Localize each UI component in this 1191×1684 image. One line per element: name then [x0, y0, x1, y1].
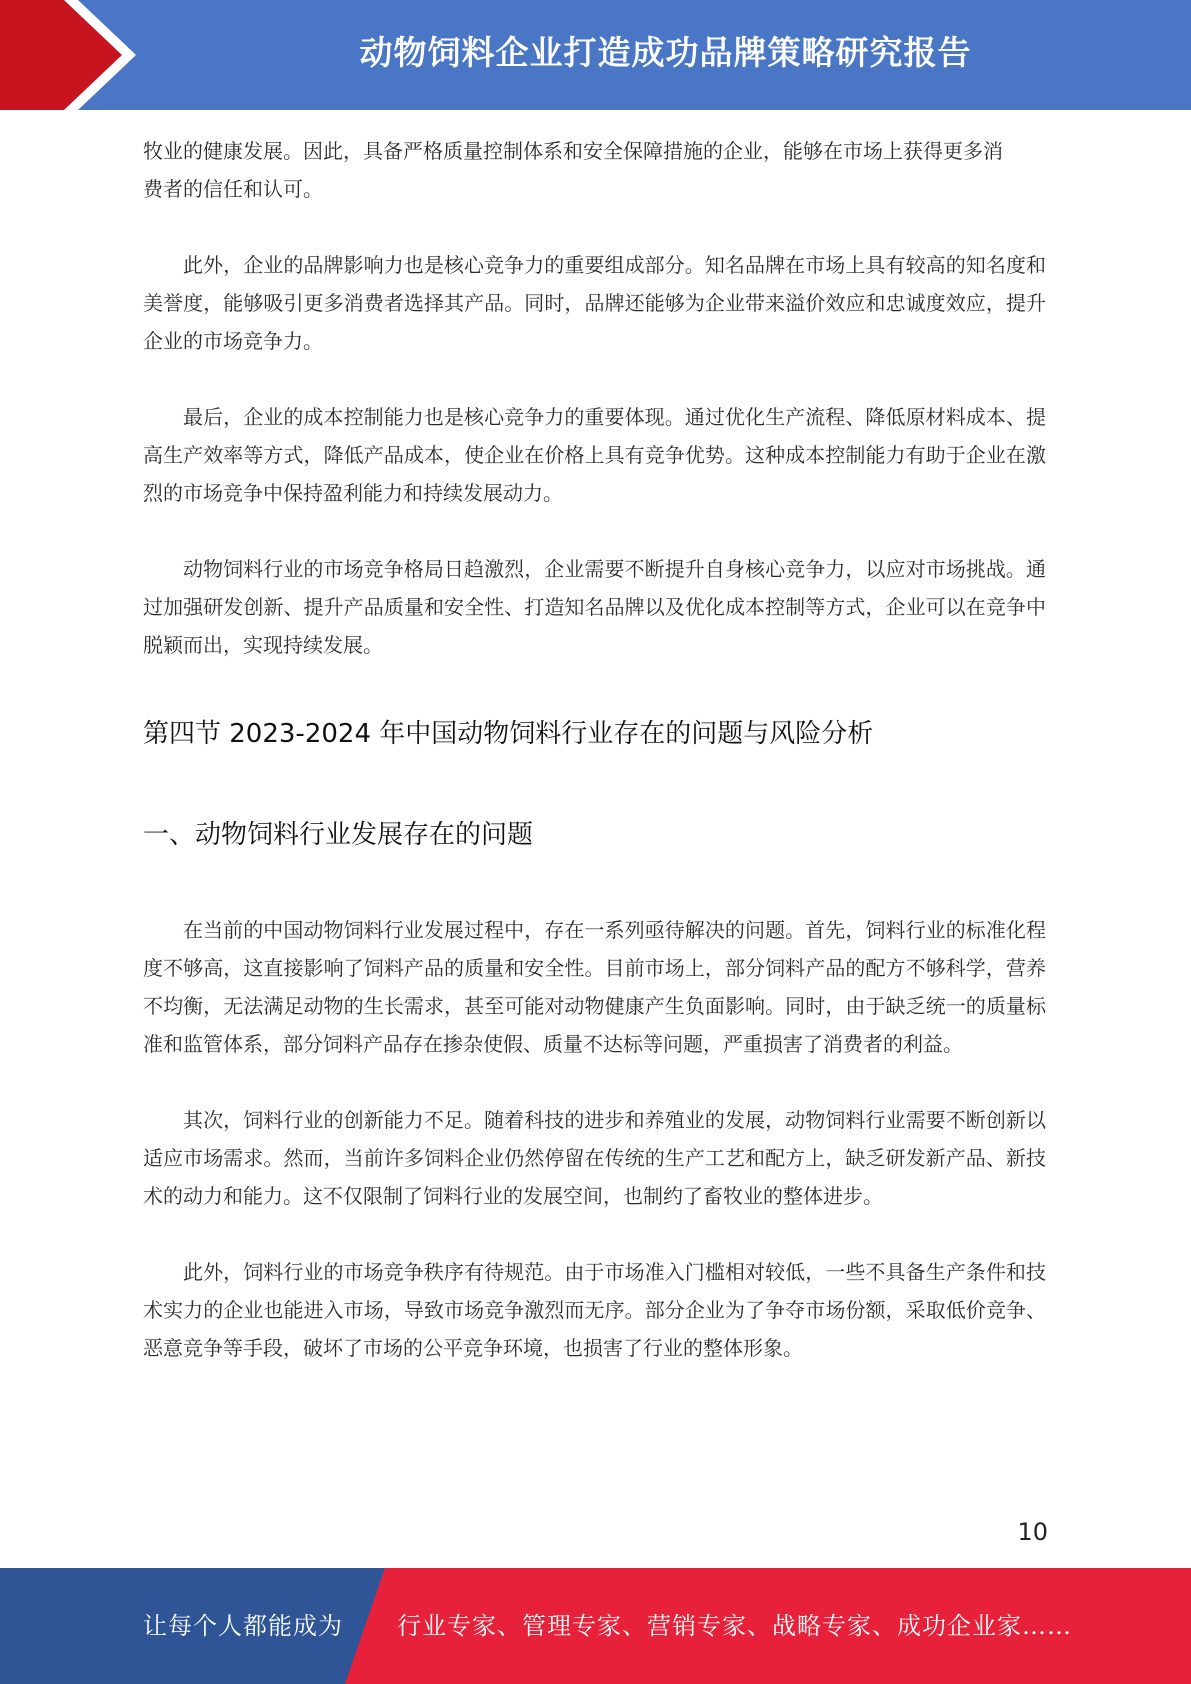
paragraph-line: 费者的信任和认可。: [143, 177, 323, 201]
subsection-heading: 一、动物饲料行业发展存在的问题: [143, 820, 534, 850]
report-header: [0, 0, 1191, 110]
footer-slogan-left: 让每个人都能成为: [143, 1612, 343, 1640]
paragraph-competition: 动物饲料行业的市场竞争格局日趋激烈，企业需要不断提升自身核心竞争力，以应对市场挑战。通过加强研发创新、提升产品质量和安全性、打造知名品牌以及优化成本控制等方式，企业可以在竞争中脱颖而出，实现持续发展。: [143, 557, 1046, 657]
paragraph-market-order: 此外，饲料行业的市场竞争秩序有待规范。由于市场准入门槛相对较低，一些不具备生产条件和技术实力的企业也能进入市场，导致市场竞争激烈而无序。部分企业为了争夺市场份额，采取低价竞争、恶意竞争等手段，破坏了市场的公平竞争环境，也损害了行业的整体形象。: [143, 1260, 1046, 1360]
paragraph-continued: [143, 132, 1046, 208]
report-footer: [0, 1568, 1191, 1684]
paragraph-brand-influence: 此外，企业的品牌影响力也是核心竞争力的重要组成部分。知名品牌在市场上具有较高的知名度和美誉度，能够吸引更多消费者选择其产品。同时，品牌还能够为企业带来溢价效应和忠诚度效应，提升企业的市场竞争力。: [143, 253, 1046, 353]
document-body: [143, 132, 1046, 1367]
section-heading: 第四节 2023-2024 年中国动物饲料行业存在的问题与风险分析: [143, 719, 874, 749]
page-number: 10: [1017, 1518, 1048, 1546]
paragraph-line: 牧业的健康发展。因此，具备严格质量控制体系和安全保障措施的企业，能够在市场上获得更多消: [143, 139, 1003, 163]
report-title: 动物饲料企业打造成功品牌策略研究报告: [359, 33, 972, 72]
footer-slogan-right: 行业专家、管理专家、营销专家、战略专家、成功企业家……: [397, 1612, 1072, 1640]
header-chevron-decoration: [0, 0, 160, 110]
paragraph-standardization: 在当前的中国动物饲料行业发展过程中，存在一系列亟待解决的问题。首先，饲料行业的标准化程度不够高，这直接影响了饲料产品的质量和安全性。目前市场上，部分饲料产品的配方不够科学，营养不均衡，无法满足动物的生长需求，甚至可能对动物健康产生负面影响。同时，由于缺乏统一的质量标准和监管体系，部分饲料产品存在掺杂使假、质量不达标等问题，严重损害了消费者的利益。: [143, 918, 1046, 1056]
paragraph-cost-control: 最后，企业的成本控制能力也是核心竞争力的重要体现。通过优化生产流程、降低原材料成本、提高生产效率等方式，降低产品成本，使企业在价格上具有竞争优势。这种成本控制能力有助于企业在激烈的市场竞争中保持盈利能力和持续发展动力。: [143, 405, 1046, 505]
paragraph-innovation: 其次，饲料行业的创新能力不足。随着科技的进步和养殖业的发展，动物饲料行业需要不断创新以适应市场需求。然而，当前许多饲料企业仍然停留在传统的生产工艺和配方上，缺乏研发新产品、新技术的动力和能力。这不仅限制了饲料行业的发展空间，也制约了畜牧业的整体进步。: [143, 1108, 1046, 1208]
